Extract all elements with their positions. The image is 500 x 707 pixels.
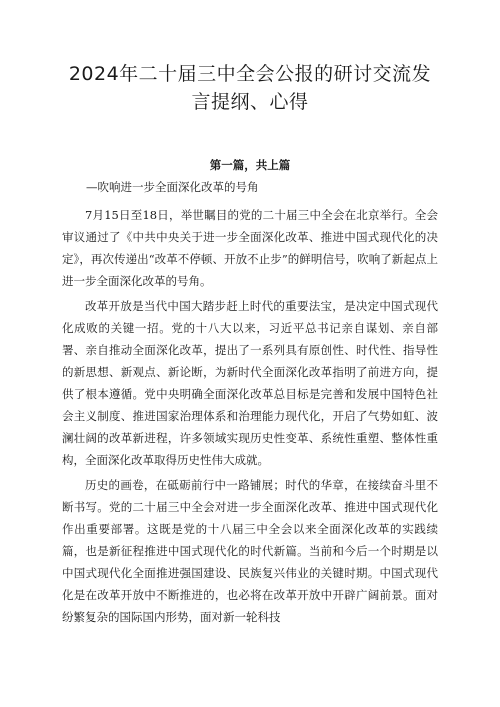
title-line-1: 2024年二十届三中全会公报的研讨交流发 [68,63,432,85]
paragraph-3: 历史的画卷，在砥砺前行中一路铺展；时代的华章，在接续奋斗里不断书写。党的二十届三中全会对进一步全面深化改革、推进中国式现代化作出重要部署。这既是党的十八届三中全会以来全面深化改革的实践续篇，也是新征程推进中国式现代化的时代新篇。当前和今后一个时期是以中国式现代化全面推进强国建设、民族复兴伟业的关键时期。中国式现代化是在改革开放中不断推进的，也必将在改革开放中开辟广阔前景。面对纷繁复杂的国际国内形势，面对新一轮科技 [62,478,438,624]
section-heading: 第一篇，共上篇 [209,158,291,172]
paragraph-2: 改革开放是当代中国大踏步赶上时代的重要法宝，是决定中国式现代化成败的关键一招。党的十八大以来，习近平总书记亲自谋划、亲自部署、亲自推动全面深化改革，提出了一系列具有原创性、时代性、指导性的新思想、新观点、新论断，为新时代全面深化改革指明了前进方向，提供了根本遵循。党中央明确全面深化改革总目标是完善和发展中国特色社会主义制度、推进国家治理体系和治理能力现代化，开启了气势如虹、波澜壮阔的改革新进程，许多领域实现历史性变革、系统性重塑、整体性重构，全面深化改革取得历史性伟大成就。 [62,299,438,467]
paragraph-1: 7月15日至18日，举世瞩目的党的二十届三中全会在北京举行。全会审议通过了《中共中央关于进一步全面深化改革、推进中国式现代化的决定》，再次传递出“改革不停顿、开放不止步”的鲜明信号，吹响了新起点上进一步全面深化改革的号角。 [62,208,438,288]
document-title [62,60,438,116]
section-subtitle: —吹响进一步全面深化改革的号角 [86,180,259,194]
title-line-2: 言提纲、心得 [191,91,309,113]
